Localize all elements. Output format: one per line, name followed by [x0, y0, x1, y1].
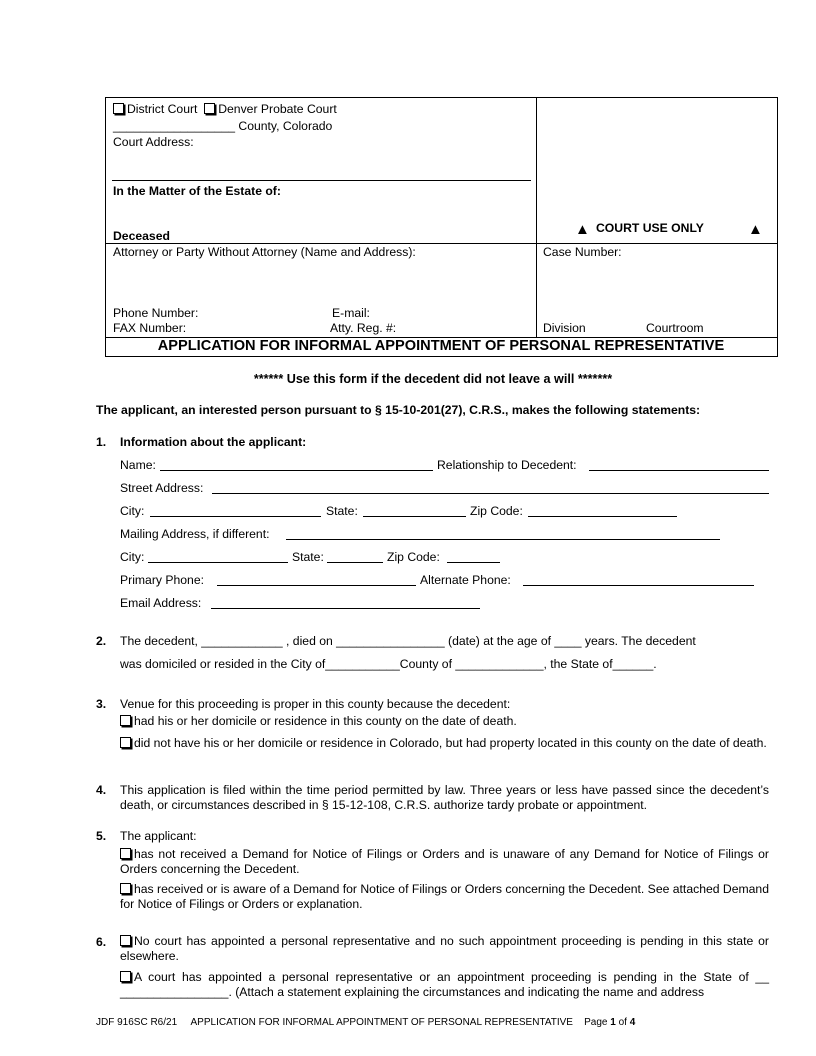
state-field[interactable] [363, 516, 466, 517]
email-address-field[interactable] [211, 608, 480, 609]
section-1-number: 1. [96, 435, 107, 449]
section-3-number: 3. [96, 697, 107, 711]
mailing-address-field[interactable] [286, 539, 720, 540]
county-line[interactable]: __________________ County, Colorado [113, 119, 333, 133]
venue-option-2-text: did not have his or her domicile or residence in Colorado, but had property located in this county on the date of death. [134, 736, 767, 750]
demand-option-1-text: has not received a Demand for Notice of Filings or Orders and is unaware of any Demand for Notice of Filings or Orders concerning the Decedent. [120, 847, 769, 877]
appointment-option-2 [120, 970, 769, 1001]
courtroom-label: Courtroom [646, 321, 704, 335]
timing-statement: This application is filed within the time period permitted by law. Three years or less have passed since the decedent’s death, or circumstances described in § 15-12-108, C.R.S. authorize tardy probate or appointment. [120, 783, 769, 813]
email-label: E-mail: [332, 306, 370, 320]
city-field[interactable] [150, 516, 321, 517]
court-selection [113, 102, 337, 116]
venue-option-2-checkbox[interactable] [120, 737, 131, 748]
street-address-field[interactable] [212, 493, 769, 494]
footer-form-id: JDF 916SC R6/21 [96, 1017, 178, 1028]
section-5-number: 5. [96, 829, 107, 843]
venue-option-1-checkbox[interactable] [120, 715, 131, 726]
mailing-zip-field[interactable] [447, 562, 500, 563]
section-2-number: 2. [96, 634, 107, 648]
relationship-field[interactable] [589, 470, 769, 471]
applicant-name-label: Name: [120, 458, 156, 472]
appointment-option-1-text: No court has appointed a personal representative and no such appointment proceeding is pending in this state or elsewhere. [120, 934, 769, 964]
case-number-label: Case Number: [543, 245, 622, 259]
decedent-info-line-1[interactable]: The decedent, ____________ , died on ________________ (date) at the age of ____ years. The decedent [120, 634, 696, 648]
mailing-city-field[interactable] [148, 562, 288, 563]
section-1-heading: Information about the applicant: [120, 435, 307, 449]
court-use-only-label: COURT USE ONLY [596, 221, 704, 235]
fax-label: FAX Number: [113, 321, 187, 335]
venue-option-2 [120, 735, 769, 751]
footer-page-label: Page [584, 1017, 608, 1028]
decedent-info-line-2[interactable]: was domiciled or resided in the City of___________County of _____________, the State of______. [120, 657, 657, 671]
court-address-line [112, 180, 531, 181]
mailing-state-label: State: [292, 550, 324, 564]
venue-lead: Venue for this proceeding is proper in this county because the decedent: [120, 697, 511, 711]
applicant-name-field[interactable] [160, 470, 433, 471]
mailing-city-label: City: [120, 550, 145, 564]
triangle-left-icon: ▲ [575, 221, 590, 238]
mailing-state-field[interactable] [327, 562, 383, 563]
footer-page-number: 1 [610, 1017, 616, 1028]
appointment-option-1-checkbox[interactable] [120, 935, 131, 946]
appointment-option-2-text: A court has appointed a personal representative or an appointment proceeding is pending in the State of __ ________________. (Attach a statement explaining the circumstances and indicating the name and address [120, 970, 769, 1000]
demand-option-1 [120, 847, 769, 878]
relationship-label: Relationship to Decedent: [437, 458, 577, 472]
section-6-number: 6. [96, 935, 107, 949]
mailing-address-label: Mailing Address, if different: [120, 527, 270, 541]
caption-divider-vertical [536, 97, 537, 337]
demand-option-2 [120, 882, 769, 913]
demand-option-2-text: has received or is aware of a Demand for Notice of Filings or Orders concerning the Decedent. See attached Demand for Notice of Filings or Orders or explanation. [120, 882, 769, 912]
atty-reg-label: Atty. Reg. #: [330, 321, 397, 335]
mailing-zip-label: Zip Code: [387, 550, 440, 564]
appointment-option-1 [120, 934, 769, 965]
state-label: State: [326, 504, 358, 518]
denver-probate-label: Denver Probate Court [218, 102, 337, 116]
venue-option-1 [120, 714, 517, 728]
demand-option-1-checkbox[interactable] [120, 848, 131, 859]
city-label: City: [120, 504, 145, 518]
deceased-label: Deceased [113, 229, 170, 243]
alternate-phone-field[interactable] [523, 585, 754, 586]
denver-probate-checkbox[interactable] [204, 103, 215, 114]
court-address-label: Court Address: [113, 135, 194, 149]
appointment-option-2-checkbox[interactable] [120, 971, 131, 982]
district-court-checkbox[interactable] [113, 103, 124, 114]
zip-label: Zip Code: [470, 504, 523, 518]
venue-option-1-text: had his or her domicile or residence in this county on the date of death. [134, 714, 517, 728]
attorney-label: Attorney or Party Without Attorney (Name and Address): [113, 245, 416, 259]
triangle-right-icon: ▲ [748, 221, 763, 238]
footer-of-label: of [618, 1017, 627, 1028]
form-title: APPLICATION FOR INFORMAL APPOINTMENT OF PERSONAL REPRESENTATIVE [157, 338, 725, 354]
division-label: Division [543, 321, 586, 335]
will-notice: ****** Use this form if the decedent did not leave a will ******* [253, 372, 613, 386]
primary-phone-field[interactable] [217, 585, 416, 586]
email-address-label: Email Address: [120, 596, 202, 610]
section-4-number: 4. [96, 783, 107, 797]
intro-statement: The applicant, an interested person pursuant to § 15-10-201(27), C.R.S., makes the following statements: [96, 403, 701, 417]
phone-label: Phone Number: [113, 306, 199, 320]
footer-page-total: 4 [629, 1017, 636, 1028]
matter-of-label: In the Matter of the Estate of: [113, 184, 281, 198]
caption-divider-row [105, 243, 777, 244]
zip-field[interactable] [528, 516, 677, 517]
footer [96, 1017, 635, 1029]
primary-phone-label: Primary Phone: [120, 573, 204, 587]
street-address-label: Street Address: [120, 481, 204, 495]
applicant-lead: The applicant: [120, 829, 197, 843]
alternate-phone-label: Alternate Phone: [420, 573, 511, 587]
district-court-label: District Court [127, 102, 198, 116]
footer-title: APPLICATION FOR INFORMAL APPOINTMENT OF PERSONAL REPRESENTATIVE [190, 1017, 573, 1028]
demand-option-2-checkbox[interactable] [120, 883, 131, 894]
